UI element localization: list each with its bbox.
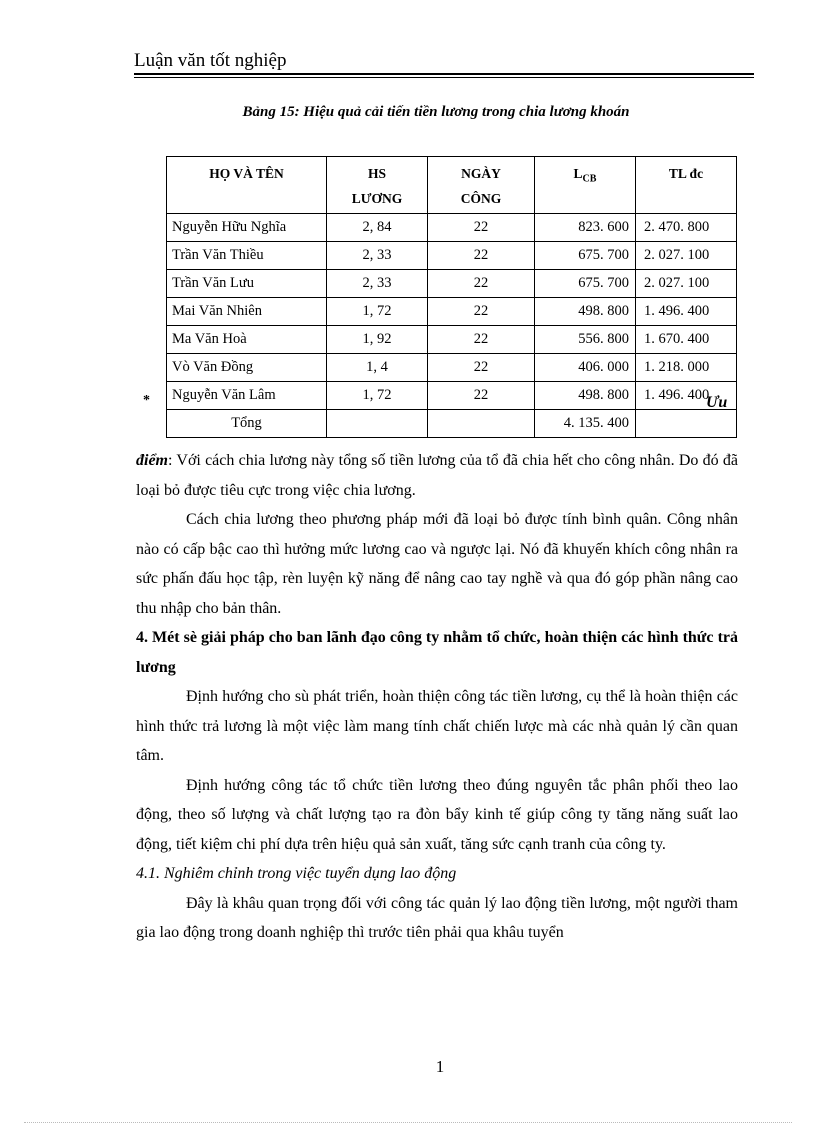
cell-days: 22 [428, 354, 535, 382]
body-text [136, 446, 738, 948]
header-rule-thin [134, 77, 754, 78]
paragraph: Định hướng cho sù phát triển, hoàn thiện công tác tiền lương, cụ thể là hoàn thiện các hình thức trả lương là một việc làm mang tính chất chiến lược mà các nhà quản lý cần quan tâm. [136, 688, 738, 764]
cell-tl: 1. 670. 400 [636, 326, 737, 354]
cell-total-label: Tổng [167, 410, 327, 438]
cell-hs: 2, 33 [327, 270, 428, 298]
col-header-name: HỌ VÀ TÊN [167, 157, 327, 214]
cell-hs: 2, 33 [327, 242, 428, 270]
col-header-tl: TL đc [636, 157, 737, 214]
wage-table [166, 156, 737, 438]
paragraph-advantage: điểm: Với cách chia lương này tổng số tiền lương của tổ đã chia hết cho công nhân. Do đó đã loại bỏ được tiêu cực trong việc chia lương. [136, 452, 738, 499]
cell-name: Nguyễn Hữu Nghĩa [167, 214, 327, 242]
col-header-lcb: $L_{CB}$ [535, 157, 636, 214]
paragraph: Cách chia lương theo phương pháp mới đã loại bỏ được tính bình quân. Công nhân nào có cấp bậc cao thì hưởng mức lương cao và ngược lại. Nó đã khuyến khích công nhân ra sức phấn đấu học tập, rèn luyện kỹ năng để nâng cao tay nghề và qua đó góp phần nâng cao thu nhập cho bản thân. [136, 511, 738, 617]
bullet-mark: * [143, 393, 150, 408]
cell-tl: 2. 470. 800 [636, 214, 737, 242]
cell-lcb: 556. 800 [535, 326, 636, 354]
cell-days: 22 [428, 298, 535, 326]
table-row [167, 270, 737, 298]
table-row [167, 382, 737, 410]
cell-days: 22 [428, 270, 535, 298]
cell-name: Ma Văn Hoà [167, 326, 327, 354]
cell-hs: 1, 72 [327, 382, 428, 410]
cell-hs: 1, 4 [327, 354, 428, 382]
table-row [167, 354, 737, 382]
table-row [167, 242, 737, 270]
cell-lcb: 498. 800 [535, 382, 636, 410]
cell-lcb: 823. 600 [535, 214, 636, 242]
cell-hs: 1, 92 [327, 326, 428, 354]
cell-hs: 2, 84 [327, 214, 428, 242]
advantage-label-start: Ưu [706, 394, 728, 411]
cell-tl: 1. 496. 400 [636, 298, 737, 326]
table-caption: Bảng 15: Hiệu quả cải tiến tiền lương trong chia lương khoán [242, 104, 630, 120]
cell-total-lcb: 4. 135. 400 [535, 410, 636, 438]
cell-lcb: 675. 700 [535, 242, 636, 270]
cell-days: 22 [428, 242, 535, 270]
cell-lcb: 498. 800 [535, 298, 636, 326]
table-row [167, 298, 737, 326]
page-number: 1 [435, 1057, 445, 1076]
table-row [167, 214, 737, 242]
cell-name: Trần Văn Lưu [167, 270, 327, 298]
cell-name: Nguyễn Văn Lâm [167, 382, 327, 410]
cell-tl: 1. 496. 400 [636, 382, 737, 410]
cell-empty [636, 410, 737, 438]
cell-days: 22 [428, 382, 535, 410]
table-row [167, 326, 737, 354]
cell-name: Mai Văn Nhiên [167, 298, 327, 326]
cell-tl: 1. 218. 000 [636, 354, 737, 382]
cell-lcb: 675. 700 [535, 270, 636, 298]
cell-days: 22 [428, 326, 535, 354]
cell-empty [428, 410, 535, 438]
subsection-heading: 4.1. Nghiêm chỉnh trong việc tuyển dụng lao động [136, 865, 457, 882]
cell-tl: 2. 027. 100 [636, 242, 737, 270]
header-rule [134, 73, 754, 75]
cell-name: Vò Văn Đồng [167, 354, 327, 382]
advantage-label-end: điểm [136, 452, 168, 469]
table-header-row [167, 157, 737, 214]
col-header-hs: HS LƯƠNG [327, 157, 428, 214]
section-heading: 4. Mét sè giải pháp cho ban lãnh đạo công ty nhằm tổ chức, hoàn thiện các hình thức trả lương [136, 629, 738, 676]
cell-tl: 2. 027. 100 [636, 270, 737, 298]
cell-lcb: 406. 000 [535, 354, 636, 382]
paragraph: Đây là khâu quan trọng đối với công tác quản lý lao động tiền lương, một người tham gia lao động trong doanh nghiệp thì trước tiên phải qua khâu tuyển [136, 894, 738, 941]
page-header [134, 50, 754, 72]
header-title: Luận văn tốt nghiệp [134, 50, 287, 71]
col-header-days: NGÀY CÔNG [428, 157, 535, 214]
cell-hs: 1, 72 [327, 298, 428, 326]
cell-days: 22 [428, 214, 535, 242]
paragraph: Định hướng công tác tổ chức tiền lương theo đúng nguyên tắc phân phối theo lao động, theo số lượng và chất lượng tạo ra đòn bẩy kinh tế giúp công ty tăng năng suất lao động, tiết kiệm chi phí dựa trên hiệu quả sản xuất, tăng sức cạnh tranh của công ty. [136, 776, 738, 853]
cell-empty [327, 410, 428, 438]
table-total-row [167, 410, 737, 438]
cell-name: Trần Văn Thiều [167, 242, 327, 270]
